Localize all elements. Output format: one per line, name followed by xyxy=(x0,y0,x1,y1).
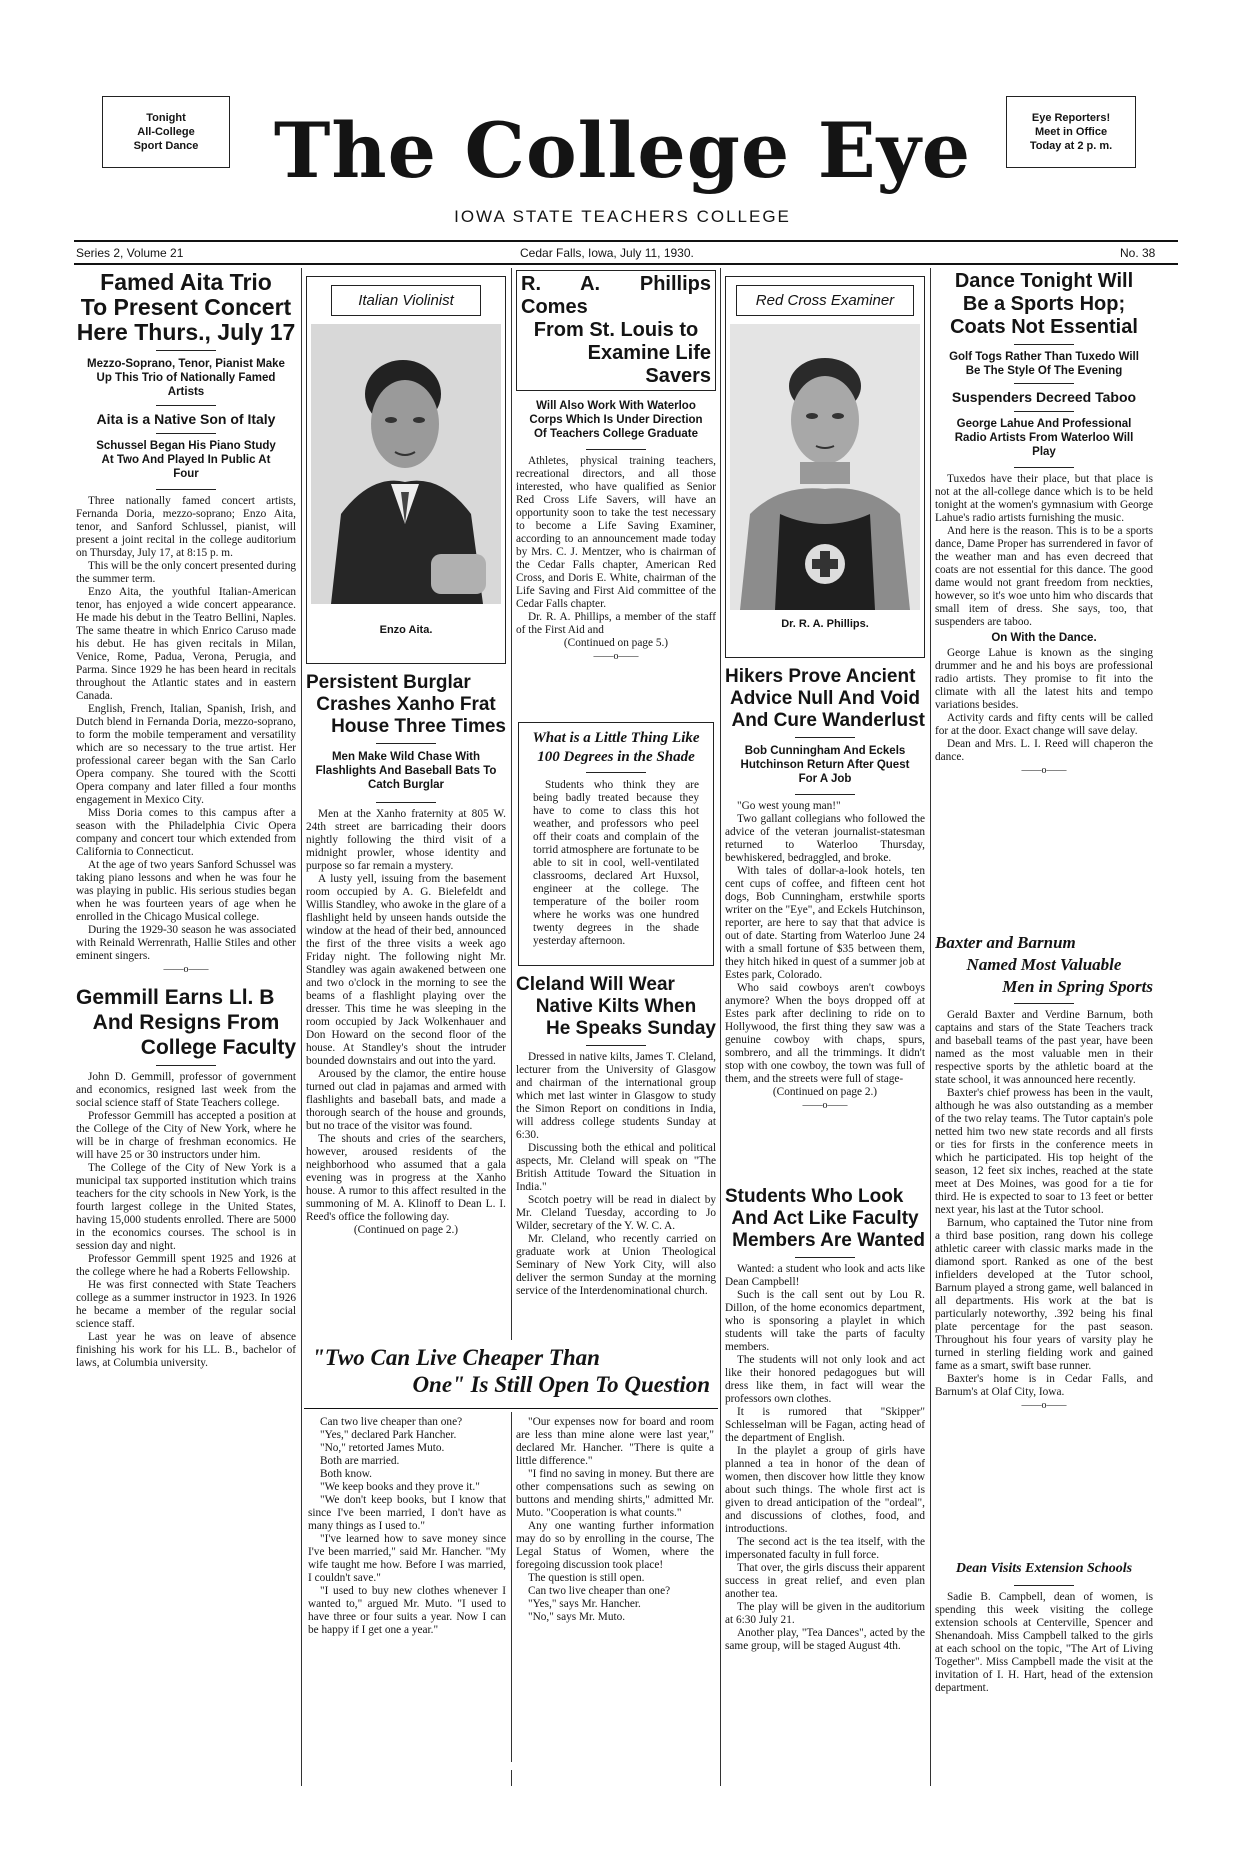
divider xyxy=(376,802,436,803)
column-rule xyxy=(930,268,931,1786)
dean-visits-headline: Dean Visits Extension Schools xyxy=(955,1561,1133,1576)
two-can-line: "Yes," says Mr. Hancher. xyxy=(528,1598,641,1610)
burglar-paragraph: The shouts and cries of the searchers, however, aroused residents of the neighborhood who assumed that a gala evening was in progress at the Xanho house. A rumor to this affect resulted in the summoning of M. A. Klinoff to Dean L. I. Reed's office the following day. xyxy=(306,1133,506,1223)
burglar-continued: (Continued on page 2.) xyxy=(353,1224,459,1236)
phillips-article xyxy=(516,270,716,718)
aita-deck-2: Aita is a Native Son of Italy xyxy=(96,411,276,427)
aita-paragraph: Three nationally famed concert artists, Fernanda Doria, mezzo-soprano; Enzo Aita, tenor, and Sanford Schlussel, pianist, will present a joint recital in the college auditorium on Thursday, July 17, at 8:15 p. m. xyxy=(76,495,296,559)
gemmill-headline: Gemmill Earns Ll. B And Resigns From College Faculty xyxy=(76,986,296,1059)
students-paragraph: Such is the call sent out by Lou R. Dillon, of the home economics department, who is sponsoring a playlet in which students will take the parts of faculty members. xyxy=(725,1289,925,1353)
two-can-line: "I've learned how to save money since I've been married," said Mr. Hancher. "My wife taught me how. Before I was married, I couldn't save." xyxy=(308,1533,506,1584)
aita-paragraph: At the age of two years Sanford Schussel was taking piano lessons and when he was four he was playing in public. His serious studies began when he was fourteen years of age when he enrolled in the Chicago Musical college. xyxy=(76,859,296,923)
baxter-paragraph: Baxter's home is in Cedar Falls, and Barnum's at Olaf City, Iowa. xyxy=(935,1373,1153,1398)
divider xyxy=(586,449,646,450)
violinist-portrait-photo xyxy=(311,324,501,604)
hikers-deck: Bob Cunningham And Eckels Hutchinson Return After Quest For A Job xyxy=(740,745,910,785)
dance-deck-3: George Lahue And Professional Radio Artists From Waterloo Will Play xyxy=(954,418,1134,458)
divider xyxy=(795,1257,855,1258)
gemmill-paragraph: Professor Gemmill spent 1925 and 1926 at the college where he had a Roberts Fellowship. xyxy=(76,1253,296,1278)
dateline-series: Series 2, Volume 21 xyxy=(76,246,184,260)
burglar-paragraph: Men at the Xanho fraternity at 805 W. 24th street are barricading their doors nightly following the third visit of a midnight prowler, whose identity and purpose so far remain a mystery. xyxy=(306,808,506,872)
divider xyxy=(156,433,216,434)
dance-deck: Golf Togs Rather Than Tuxedo Will Be The Style Of The Evening xyxy=(949,351,1139,377)
left-ear-line: Sport Dance xyxy=(133,140,199,152)
divider xyxy=(1014,467,1074,468)
two-can-line: "I used to buy new clothes whenever I wanted to," argued Mr. Muto. "I used to have three or four suits a year. Now I can be happy if I get one a year." xyxy=(308,1585,506,1636)
gemmill-paragraph: The College of the City of New York is a municipal tax supported institution which trains teachers for the city schools in New York, is the fourth largest college in the United States, having 15,000 students enrolled. There are 5000 in the economics courses. The school is in session day and night. xyxy=(76,1162,296,1252)
students-paragraph: The students will not only look and act like their honored pedagogues but will dress like them, in fact will wear the professors own clothes. xyxy=(725,1354,925,1405)
divider xyxy=(1014,344,1074,345)
dance-paragraph: Dean and Mrs. L. I. Reed will chaperon the dance. xyxy=(935,738,1153,763)
phillips-deck: Will Also Work With Waterloo Corps Which Is Under Direction Of Teachers College Graduate xyxy=(529,400,703,440)
students-paragraph: The play will be given in the auditorium at 6:30 July 21. xyxy=(725,1601,925,1626)
divider xyxy=(156,1065,216,1066)
dean-visits-paragraph: Sadie B. Campbell, dean of women, is spending this week visiting the college extension schools at Centerville, Spencer and Shenandoah. Miss Campbell talked to the girls at each school on the topic, "The Art of Living Together". Miss Campbell made the visit at the invitation of I. H. Hart, head of the extension department. xyxy=(935,1591,1153,1694)
burglar-paragraph: A lusty yell, issuing from the basement room occupied by A. G. Bielefeldt and Willis Standley, who awoke in the glare of a flashlight held by unseen hands outside the window at the head of their bed, announced the first of the three visits a week ago Friday night. The following night Mr. Standley was again awakened between one and two o'clock in the morning to see the beams of a flashlight playing over the dresser. This time he was sleeping in the room occupied by Jack Wolkenhauer and Don Howard on the second floor of the house. At Standley's shout the intruder bounded downstairs and out into the yard. xyxy=(306,873,506,1067)
dateline-number: No. 38 xyxy=(1120,246,1156,260)
two-can-line: "We keep books and they prove it." xyxy=(320,1481,480,1493)
aita-paragraph: This will be the only concert presented during the summer term. xyxy=(76,560,296,585)
separator: ——o—— xyxy=(802,1100,848,1111)
two-can-box xyxy=(304,1340,718,1770)
two-can-line: Both are married. xyxy=(320,1455,400,1467)
gemmill-paragraph: John D. Gemmill, professor of government and economics, resigned last week from the social science staff of State Teachers college. xyxy=(76,1071,296,1109)
divider xyxy=(586,772,646,773)
phillips-continued: (Continued on page 5.) xyxy=(563,637,669,649)
two-can-rule xyxy=(304,1408,718,1409)
separator: ——o—— xyxy=(593,651,639,662)
violinist-photo-frame xyxy=(306,276,506,664)
separator: ——o—— xyxy=(163,964,209,975)
students-paragraph: That over, the girls discuss their apparent success in great relief, and even plan another tea. xyxy=(725,1562,925,1600)
two-can-line: Any one wanting further information may do so by enrolling in the course, The Legal Status of Women, where the foregoing discussion took place! xyxy=(516,1520,714,1571)
left-ear-box xyxy=(102,96,230,168)
two-can-line: The question is still open. xyxy=(528,1572,645,1584)
students-paragraph: The second act is the tea itself, with the impersonated faculty in full force. xyxy=(725,1536,925,1561)
divider xyxy=(586,1045,646,1046)
dance-paragraph: And here is the reason. This is to be a sports dance, Dame Proper has surrendered in favor of the weather man and has even decreed that coats are not essential for this dance. The good dame would not grant freedom from neckties, however, so it's woe unto him who discards that small item of dress. She says, too, that suspenders are taboo. xyxy=(935,525,1153,628)
divider xyxy=(795,737,855,738)
aita-paragraph: Enzo Aita, the youthful Italian-American tenor, has enjoyed a wide concert appearance. He made his debut in the Teatro Bellini, Naples. The same theatre in which Enrico Caruso made his debut. He has given recitals in Milan, Venice, Rome, Padua, Verona, Perugia, and Parma. Since 1929 he has been heard in recitals throughout the Atlantic states and in eastern Canada. xyxy=(76,586,296,702)
phillips-paragraph: Athletes, physical training teachers, recreational directors, and all those interested, who have qualified as Senior Red Cross Life Savers, will have an opportunity soon to take the test necessary to become a Life Saving Examiner, according to an announcement made today by Mrs. C. J. Mentzer, who is chairman of the Cedar Falls chapter, American Red Cross, and Doris E. White, chairman of the Life Saving and First Aid committee of the Cedar Falls chapter. xyxy=(516,455,716,610)
students-paragraph: Wanted: a student who look and acts like Dean Campbell! xyxy=(725,1263,925,1288)
students-paragraph: It is rumored that "Skipper" Schlesselman will be Fagan, acting head of the department of English. xyxy=(725,1406,925,1444)
dance-subhead: On With the Dance. xyxy=(991,632,1097,644)
two-can-left-column xyxy=(308,1416,506,1766)
two-can-line: "We don't keep books, but I know that since I've been married, I don't have as many things as I used to." xyxy=(308,1494,506,1532)
hikers-continued: (Continued on page 2.) xyxy=(772,1086,878,1098)
baxter-paragraph: Gerald Baxter and Verdine Barnum, both captains and stars of the State Teachers track and baseball teams of the past year, have been named as the most valuable men in their respective sports by the athletic board at the state school, it was announced here recently. xyxy=(935,1009,1153,1086)
divider xyxy=(156,350,216,351)
separator: ——o—— xyxy=(1021,1400,1067,1411)
burglar-paragraph: Aroused by the clamor, the entire house turned out clad in pajamas and armed with flashlights and baseball bats, and made a thorough search of the house and grounds, but no trace of the visitor was found. xyxy=(306,1068,506,1132)
hikers-headline: Hikers Prove Ancient Advice Null And Void And Cure Wanderlust xyxy=(725,666,925,731)
baxter-article xyxy=(935,932,1153,1552)
divider xyxy=(1014,1585,1074,1586)
students-paragraph: In the playlet a group of girls have planned a tea in honor of the dean of women, then discover how little they know about such things. The whole first act is given to dread anticipation of the "ordeal", and discussions of clothes, food, and introductions. xyxy=(725,1445,925,1535)
dateline-place-date: Cedar Falls, Iowa, July 11, 1930. xyxy=(520,246,694,260)
two-can-line: "No," retorted James Muto. xyxy=(320,1442,445,1454)
two-can-column-rule xyxy=(511,1412,512,1762)
aita-paragraph: During the 1929-30 season he was associated with Reinald Werrenrath, Hallie Stiles and other eminent singers. xyxy=(76,924,296,962)
hikers-article xyxy=(725,666,925,1186)
left-ear-line: All-College xyxy=(137,126,195,138)
dance-deck-2: Suspenders Decreed Taboo xyxy=(951,389,1137,405)
phillips-headline: R. A. Phillips Comes From St. Louis to Examine Life Savers xyxy=(516,270,716,391)
aita-deck: Mezzo-Soprano, Tenor, Pianist Make Up This Trio of Nationally Famed Artists xyxy=(87,358,285,398)
two-can-line: "I find no saving in money. But there are other compensations such as sewing on buttons and mending shirts," admitted Mr. Muto. "Cooperation is what counts." xyxy=(516,1468,714,1519)
two-can-line: "Yes," declared Park Hancher. xyxy=(320,1429,457,1441)
red-cross-photo-frame xyxy=(725,276,925,658)
gemmill-paragraph: Last year he was on leave of absence finishing his work for his LL. B., bachelor of laws, at Columbia university. xyxy=(76,1331,296,1369)
divider xyxy=(1014,383,1074,384)
gemmill-paragraph: Professor Gemmill has accepted a position at the College of the City of New York, where he will be in charge of freshman economics. He will have 25 or 30 instructors under him. xyxy=(76,1110,296,1161)
divider xyxy=(1014,1003,1074,1004)
masthead-rule xyxy=(74,240,1178,242)
two-can-line: Both know. xyxy=(320,1468,372,1480)
burglar-deck: Men Make Wild Chase With Flashlights And Baseball Bats To Catch Burglar xyxy=(315,751,497,791)
dance-paragraph: Tuxedos have their place, but that place is not at the all-college dance which is to be held tonight at the women's gymnasium with George Lahue's radio artists furnishing the music. xyxy=(935,473,1153,524)
two-can-line: "No," says Mr. Muto. xyxy=(528,1611,626,1623)
divider xyxy=(795,794,855,795)
dance-headline: Dance Tonight Will Be a Sports Hop; Coats Not Essential xyxy=(950,270,1138,338)
baxter-headline: Baxter and Barnum Named Most Valuable Men in Spring Sports xyxy=(935,933,1153,996)
two-can-right-column xyxy=(516,1416,714,1766)
divider xyxy=(1014,411,1074,412)
little-thing-paragraph: Students who think they are being badly treated because they have to come to class this hot weather, and professors who peel off their coats and complain of the torrid atmosphere are fortunate to be able to sit in cool, well-ventilated classrooms, declared Art Huxsol, engineer at the college. The temperature of the boiler room where he works was one hundred twenty degrees in the shade yesterday afternoon. xyxy=(533,779,699,947)
hikers-paragraph: With tales of dollar-a-look hotels, ten cent cups of coffee, and fifteen cent hot dogs, Bob Cunningham, erstwhile sports writer on the "Eye", and Eckels Hutchinson, reporter, are here to say that that advice is out of date. Starting from Waterloo June 24 with a small fortune of $35 between them, they hitch hiked in quest of a summer job at Estes park, Colorado. xyxy=(725,865,925,981)
students-headline: Students Who Look And Act Like Faculty Members Are Wanted xyxy=(725,1186,925,1251)
gemmill-paragraph: He was first connected with State Teachers college as a summer instructor in 1923. In 1926 he became a member of the regular social science staff. xyxy=(76,1279,296,1330)
aita-article xyxy=(76,270,296,1758)
red-cross-caption: Dr. R. A. Phillips. xyxy=(781,618,869,630)
dean-visits-article xyxy=(935,1558,1153,1768)
column-rule xyxy=(720,268,721,1786)
violinist-caption: Enzo Aita. xyxy=(379,624,433,636)
violinist-label: Italian Violinist xyxy=(331,285,481,316)
right-ear-box xyxy=(1006,96,1136,168)
cleland-paragraph: Dressed in native kilts, James T. Cleland, lecturer from the University of Glasgow and chairman of the international group which met last winter in Glasgow to study the Simon Report on conditions in India, will address college students Sunday at 6:30. xyxy=(516,1051,716,1141)
divider xyxy=(156,489,216,490)
aita-paragraph: Miss Doria comes to this campus after a season with the Philadelphia Civic Opera company and concert tour which extended from California to Connecticut. xyxy=(76,807,296,858)
cleland-paragraph: Scotch poetry will be read in dialect by Mr. Cleland Tuesday, according to Jo Wilder, secretary of the Y. W. C. A. xyxy=(516,1194,716,1232)
cleland-paragraph: Discussing both the ethical and political aspects, Mr. Cleland will speak on "The British Attitude Toward the Situation in India." xyxy=(516,1142,716,1193)
baxter-paragraph: Barnum, who captained the Tutor nine from a third base position, rang down his college athletic career with classic marks made in the diamond sport. Ranked as one of the best infielders developed at the Tutor school, Barnum played a strong game, well balanced in all departments. His work at the bat is particularly noteworthy, .392 being his final plate percentage for the past season. Throughout his four years of varsity play he turned in sterling fielding work and gained fame as a smart, swift base runner. xyxy=(935,1217,1153,1372)
students-article xyxy=(725,1186,925,1776)
aita-deck-3: Schussel Began His Piano Study At Two And Played In Public At Four xyxy=(96,440,276,480)
masthead-title: The College Eye xyxy=(273,106,972,195)
red-cross-label: Red Cross Examiner xyxy=(736,285,914,316)
students-paragraph: Another play, "Tea Dances", acted by the same group, will be staged August 4th. xyxy=(725,1627,925,1652)
right-ear-line: Meet in Office xyxy=(1034,126,1108,138)
phillips-paragraph: Dr. R. A. Phillips, a member of the staff of the First Aid and xyxy=(516,611,716,636)
aita-paragraph: English, French, Italian, Spanish, Irish, and Dutch blend in Fernanda Doria, mezzo-soprano, to form the mobile temperament and versatility which are so necessary to the true artist. Her professional career began with the San Carlo Opera company. She toured with the Scotti Opera company and later filled a four months engagement in Mexico City. xyxy=(76,703,296,806)
left-ear-line: Tonight xyxy=(146,112,186,124)
dateline-rule xyxy=(74,263,1178,265)
cleland-paragraph: Mr. Cleland, who recently carried on graduate work at Union Theological Seminary of New York City, will also deliver the sermon Sunday at the morning service of the Interdenominational church. xyxy=(516,1233,716,1297)
dance-paragraph: George Lahue is known as the singing drummer and he and his boys are professional radio artists. They promise to fit into the climate with all the latest hits and tempo variations besides. xyxy=(935,647,1153,711)
dance-article xyxy=(935,270,1153,930)
divider xyxy=(156,405,216,406)
two-can-line: Can two live cheaper than one? xyxy=(528,1585,671,1597)
two-can-line: "Our expenses now for board and room are less than mine alone were last year," declared Mr. Hancher. "There is quite a little difference." xyxy=(516,1416,714,1467)
burglar-headline: Persistent Burglar Crashes Xanho Frat House Three Times xyxy=(306,672,506,737)
baxter-paragraph: Baxter's chief prowess has been in the vault, although he was also outstanding as a member of the two relay teams. The Tutor captain's pole netted him two new state records and all firsts or ties for firsts in the conference meets in which he participated. His top height of the season, 12 feet six inches, reached at the state meet at Des Moines, was good for a tie for third. He is expected to soar to 13 feet or better next year, his last at the Tutor school. xyxy=(935,1087,1153,1216)
two-can-line: Can two live cheaper than one? xyxy=(320,1416,463,1428)
cleland-headline: Cleland Will Wear Native Kilts When He Speaks Sunday xyxy=(516,974,716,1039)
aita-headline: Famed Aita Trio To Present Concert Here Thurs., July 17 xyxy=(76,270,296,345)
little-thing-box xyxy=(518,722,714,966)
separator: ——o—— xyxy=(1021,765,1067,776)
divider xyxy=(376,743,436,744)
hikers-paragraph: Who said cowboys aren't cowboys anymore? When the boys dropped off at Estes park after declining to ride on to Hollywood, the first thing they saw was a genuine cowboy with chaps, spurs, sombrero, and all the trimmings. It didn't stop with one cowboy, the town was full of them, and the streets were full of stage- xyxy=(725,982,925,1085)
little-thing-title: What is a Little Thing Like 100 Degrees in the Shade xyxy=(532,730,700,765)
masthead-subtitle: IOWA STATE TEACHERS COLLEGE xyxy=(454,207,791,226)
dance-paragraph: Activity cards and fifty cents will be called for at the door. Exact change will save delay. xyxy=(935,712,1153,737)
hikers-paragraph: "Go west young man!" xyxy=(737,800,841,812)
right-ear-line: Today at 2 p. m. xyxy=(1029,140,1113,152)
column-rule xyxy=(301,268,302,1786)
hikers-paragraph: Two gallant collegians who followed the advice of the veteran journalist-statesman returned to Waterloo Thursday, bewhiskered, bedraggled, and broke. xyxy=(725,813,925,864)
red-cross-portrait-photo xyxy=(730,324,920,610)
right-ear-line: Eye Reporters! xyxy=(1031,112,1111,124)
two-can-headline: "Two Can Live Cheaper Than One" Is Still Open To Question xyxy=(312,1345,710,1397)
